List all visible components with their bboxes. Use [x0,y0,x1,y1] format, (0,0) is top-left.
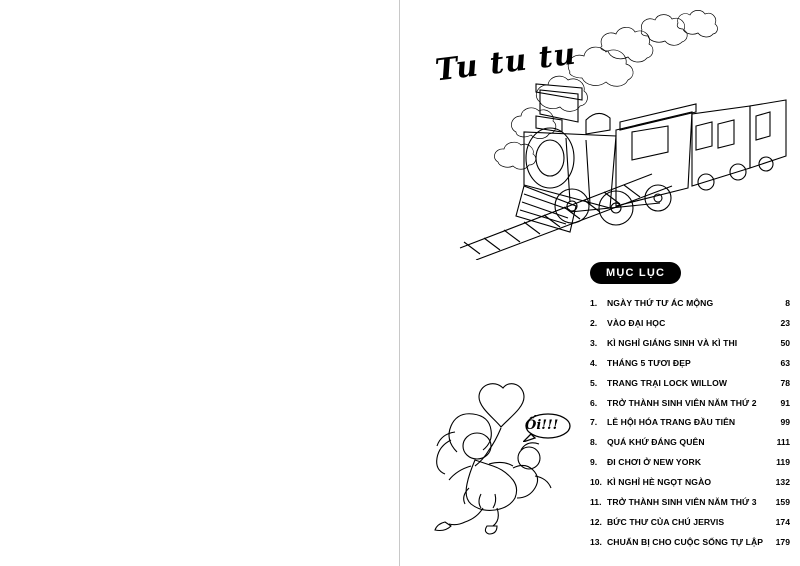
toc-entry-title: QUÁ KHỨ ĐÁNG QUÊN [607,437,705,448]
toc-entry-title: CHUẨN BỊ CHO CUỘC SỐNG TỰ LẬP [607,536,764,547]
toc-entry-number: 10. [590,477,602,488]
toc-entry-page: 132 [775,477,790,488]
toc-entry-title: VÀO ĐẠI HỌC [607,317,666,328]
toc-entry[interactable] [590,298,790,308]
table-of-contents [590,262,790,557]
train-sound-text: Tu tu tu [433,36,579,89]
toc-entry[interactable] [590,318,790,328]
toc-entry-number: 2. [590,317,598,328]
toc-entry[interactable] [590,398,790,408]
toc-entry-title: TRANG TRẠI LOCK WILLOW [607,377,728,388]
toc-entry[interactable] [590,358,790,368]
toc-entry-title: LỄ HỘI HÓA TRANG ĐẦU TIÊN [607,417,736,428]
toc-entry-title: THÁNG 5 TƯƠI ĐẸP [607,357,691,368]
toc-entry-title: KÌ NGHỈ GIÁNG SINH VÀ KÌ THI [607,337,738,348]
toc-entry-title: TRỞ THÀNH SINH VIÊN NĂM THỨ 2 [607,397,757,408]
toc-entry-page: 8 [785,298,790,308]
toc-entry-number: 9. [590,457,598,468]
toc-entry-title: TRỞ THÀNH SINH VIÊN NĂM THỨ 3 [607,497,757,508]
toc-entry-page: 159 [775,497,790,508]
toc-entry-number: 12. [590,516,602,527]
toc-entry-page: 99 [780,417,790,428]
toc-entry[interactable] [590,437,790,447]
toc-entry-title: NGÀY THỨ TƯ ÁC MỘNG [607,298,714,308]
toc-entry-page: 174 [775,516,790,527]
toc-entry-title: KÌ NGHỈ HÈ NGỌT NGÀO [607,477,712,488]
toc-list [590,298,790,547]
toc-entry[interactable] [590,497,790,507]
toc-entry-number: 11. [590,497,602,508]
toc-heading: MỤC LỤC [590,262,681,284]
toc-entry[interactable] [590,417,790,427]
toc-entry-number: 6. [590,397,598,408]
toc-entry-title: ĐI CHƠI Ở NEW YORK [607,457,702,468]
toc-entry-number: 1. [590,298,598,308]
toc-entry-number: 3. [590,337,598,348]
toc-entry-number: 4. [590,357,598,368]
toc-entry[interactable] [590,477,790,487]
toc-entry[interactable] [590,338,790,348]
toc-entry[interactable] [590,378,790,388]
toc-entry-number: 13. [590,536,602,547]
toc-entry[interactable] [590,457,790,467]
speech-bubble-text: Ối!!! [525,418,559,433]
toc-entry-page: 179 [775,536,790,547]
toc-entry-page: 111 [776,437,790,448]
toc-entry-page: 119 [776,457,790,468]
toc-entry-page: 50 [780,337,790,348]
toc-entry-number: 5. [590,377,598,388]
toc-entry[interactable] [590,537,790,547]
toc-entry[interactable] [590,517,790,527]
toc-entry-number: 7. [590,417,598,428]
toc-entry-page: 91 [780,397,790,408]
toc-entry-number: 8. [590,437,598,448]
toc-entry-title: BỨC THƯ CỦA CHÚ JERVIS [607,516,725,527]
toc-entry-page: 23 [780,317,790,328]
toc-entry-page: 63 [780,357,790,368]
toc-entry-page: 78 [780,377,790,388]
girl-with-balloon-illustration [395,380,595,540]
